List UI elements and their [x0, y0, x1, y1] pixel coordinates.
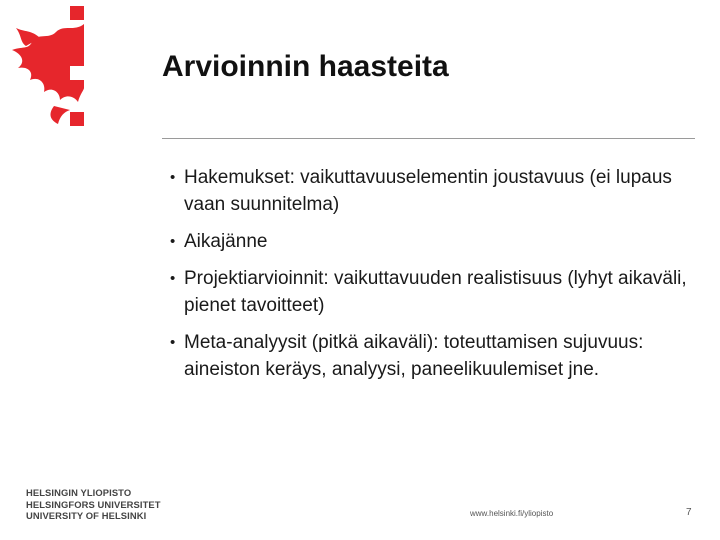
bullet-text: Hakemukset: vaikuttavuuselementin joustavuus (ei lupaus vaan suunnitelma) [184, 167, 672, 215]
list-item [170, 265, 700, 319]
list-item [170, 228, 700, 255]
university-name-fi: HELSINGIN YLIOPISTO [26, 487, 132, 498]
list-item [170, 164, 700, 218]
footer-url: www.helsinki.fi/yliopisto [470, 509, 554, 518]
title-divider [162, 138, 695, 139]
university-wordmark [26, 487, 161, 522]
bullet-list [170, 164, 700, 393]
bullet-text: Aikajänne [184, 231, 268, 252]
university-name-sv: HELSINGFORS UNIVERSITET [26, 498, 161, 510]
bullet-text: Meta-analyysit (pitkä aikaväli): toteuttamisen sujuvuus: aineiston keräys, analyysi, paneelikuulemiset jne. [184, 332, 644, 380]
university-name-en: UNIVERSITY OF HELSINKI [26, 510, 147, 521]
helsinki-flame-logo-icon [4, 2, 144, 128]
bullet-icon: • [170, 270, 176, 287]
page-title: Arvioinnin haasteita [162, 50, 449, 83]
bullet-icon: • [170, 334, 176, 351]
bullet-text: Projektiarvioinnit: vaikuttavuuden realistisuus (lyhyt aikaväli, pienet tavoitteet) [184, 268, 687, 316]
bullet-icon: • [170, 233, 176, 250]
bullet-icon: • [170, 169, 176, 186]
list-item [170, 329, 700, 383]
page-number: 7 [686, 507, 692, 518]
